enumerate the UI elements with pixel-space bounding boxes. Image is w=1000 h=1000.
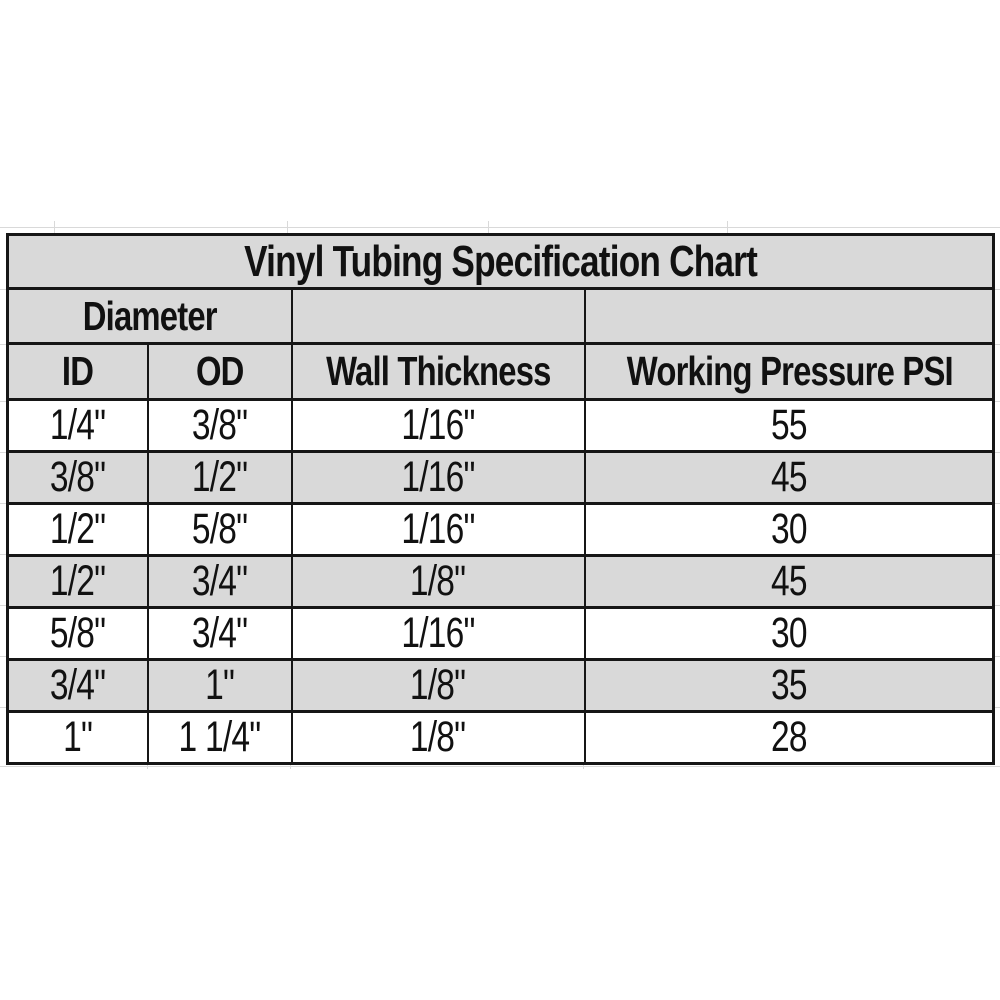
cell-id <box>8 400 148 452</box>
cell-od <box>148 400 292 452</box>
cell-wall <box>292 660 585 712</box>
cell-wall-value: 1/16" <box>401 453 475 501</box>
cell-id <box>8 504 148 556</box>
cell-wall-value: 1/8" <box>410 557 466 605</box>
diameter-group-cell <box>8 289 292 344</box>
column-header-working-pressure <box>585 344 994 400</box>
cell-id <box>8 452 148 504</box>
cell-psi-value: 55 <box>770 401 807 449</box>
cell-psi <box>585 660 994 712</box>
spec-table <box>6 233 995 765</box>
cell-wall-value: 1/8" <box>410 713 466 761</box>
cell-wall <box>292 400 585 452</box>
cell-od <box>148 608 292 660</box>
cell-id <box>8 660 148 712</box>
cell-id <box>8 712 148 764</box>
cell-id <box>8 556 148 608</box>
cell-id-value: 3/4" <box>50 661 106 709</box>
table-row <box>8 400 994 452</box>
table-title-cell <box>8 235 994 289</box>
table-row <box>8 452 994 504</box>
cell-od-value: 1/2" <box>191 453 248 501</box>
cell-wall <box>292 452 585 504</box>
cell-wall-value: 1/16" <box>401 401 475 449</box>
table-title-row <box>8 235 994 289</box>
cell-id-value: 1/2" <box>50 505 106 553</box>
cell-id-value: 1" <box>63 713 93 761</box>
cell-psi <box>585 504 994 556</box>
cell-wall <box>292 556 585 608</box>
cell-wall-value: 1/16" <box>401 505 475 553</box>
cell-od-value: 5/8" <box>191 505 248 553</box>
cell-wall <box>292 712 585 764</box>
gridline <box>0 766 1000 767</box>
table-row <box>8 660 994 712</box>
cell-psi <box>585 452 994 504</box>
cell-psi <box>585 400 994 452</box>
gridline <box>0 227 1000 228</box>
cell-od-value: 3/4" <box>191 609 248 657</box>
diameter-group-row <box>8 289 994 344</box>
table-title: Vinyl Tubing Specification Chart <box>244 236 757 286</box>
empty-header-cell <box>585 289 994 344</box>
cell-psi-value: 30 <box>770 609 807 657</box>
column-header-od-label: OD <box>195 348 244 394</box>
table-row <box>8 608 994 660</box>
cell-od-value: 3/8" <box>191 401 248 449</box>
column-header-row <box>8 344 994 400</box>
cell-psi-value: 28 <box>770 713 807 761</box>
cell-id-value: 5/8" <box>50 609 106 657</box>
table-row <box>8 712 994 764</box>
cell-wall <box>292 608 585 660</box>
cell-psi-value: 30 <box>770 505 807 553</box>
cell-psi <box>585 608 994 660</box>
cell-od <box>148 556 292 608</box>
cell-id-value: 1/4" <box>50 401 106 449</box>
column-header-wall-thickness <box>292 344 585 400</box>
column-header-id <box>8 344 148 400</box>
cell-od <box>148 660 292 712</box>
column-header-od <box>148 344 292 400</box>
cell-wall-value: 1/16" <box>401 609 475 657</box>
cell-id <box>8 608 148 660</box>
empty-header-cell <box>292 289 585 344</box>
cell-psi-value: 45 <box>770 453 807 501</box>
cell-wall <box>292 504 585 556</box>
cell-psi-value: 35 <box>770 661 807 709</box>
cell-wall-value: 1/8" <box>410 661 466 709</box>
table-row <box>8 504 994 556</box>
table-row <box>8 556 994 608</box>
cell-od <box>148 504 292 556</box>
column-header-id-label: ID <box>62 348 94 394</box>
cell-od-value: 1 1/4" <box>178 713 261 761</box>
cell-psi-value: 45 <box>770 557 807 605</box>
cell-psi <box>585 556 994 608</box>
cell-id-value: 3/8" <box>50 453 106 501</box>
column-header-working-pressure-label: Working Pressure PSI <box>626 348 953 394</box>
cell-od-value: 1" <box>204 661 235 709</box>
cell-od-value: 3/4" <box>191 557 248 605</box>
diameter-group-label: Diameter <box>82 292 217 339</box>
cell-id-value: 1/2" <box>50 557 106 605</box>
cell-psi <box>585 712 994 764</box>
column-header-wall-thickness-label: Wall Thickness <box>325 348 551 394</box>
cell-od <box>148 452 292 504</box>
cell-od <box>148 712 292 764</box>
